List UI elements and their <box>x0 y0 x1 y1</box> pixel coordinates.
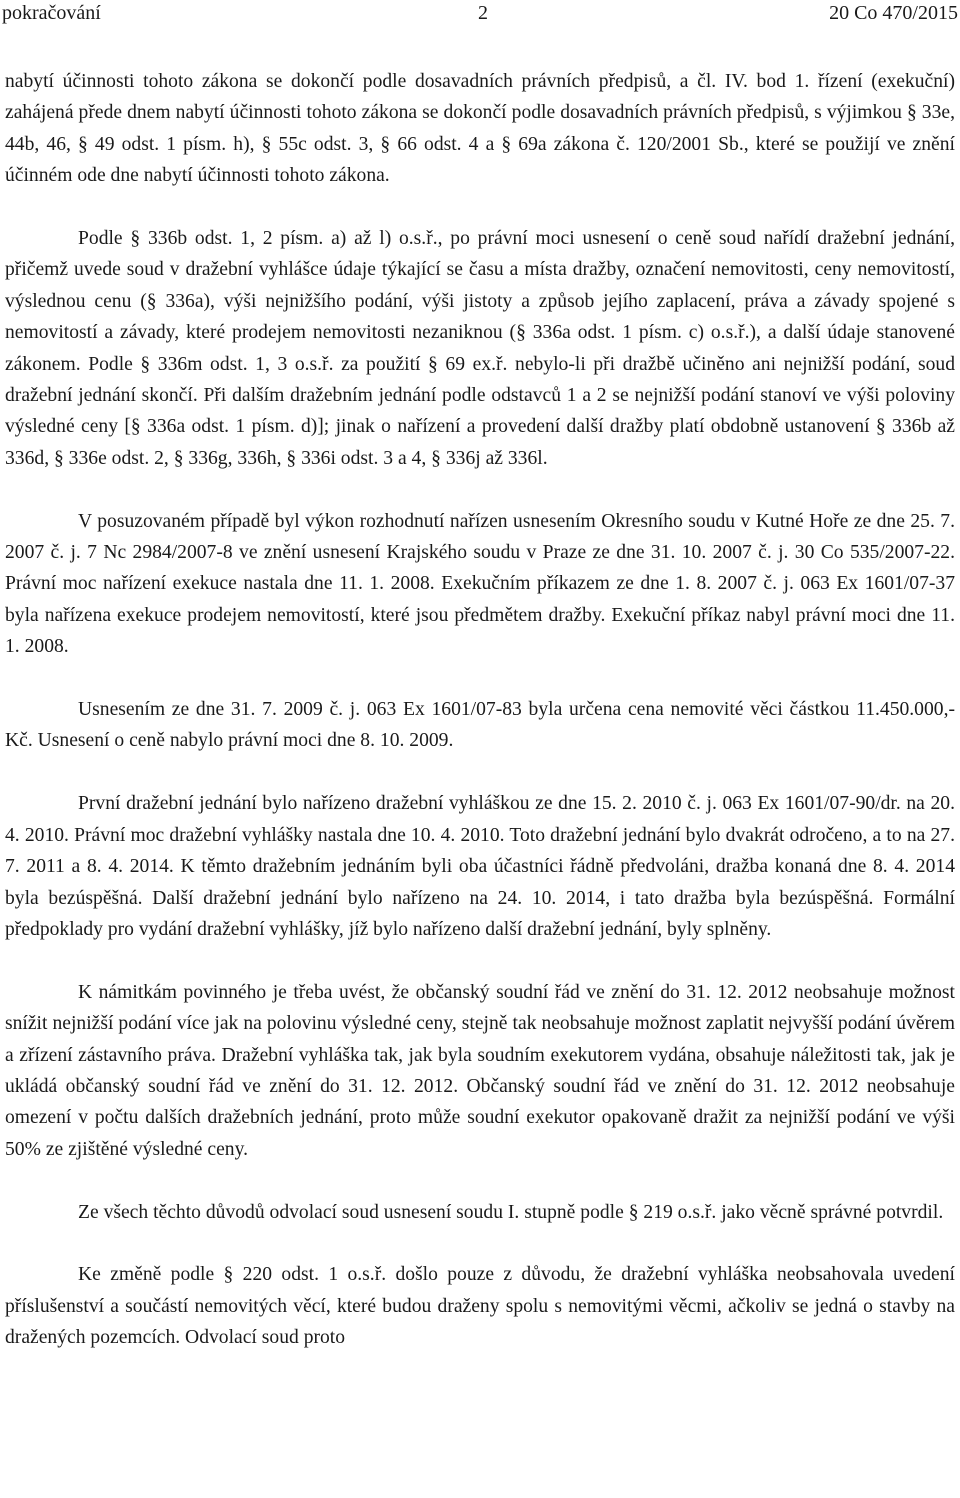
paragraph-auction-history: První dražební jednání bylo nařízeno dražební vyhláškou ze dne 15. 2. 2010 č. j. 063 Ex 1601/07-90/dr. na 20. 4. 2010. Právní moc dražební vyhlášky nastala dne 10. 4. 2010. Toto dražební jednání bylo dvakrát odročeno, a to na 27. 7. 2011 a 8. 4. 2014. K těmto dražebním jednáním byli oba účastníci řádně předvoláni, dražba konaná dne 8. 4. 2014 byla bezúspěšná. Další dražební jednání bylo nařízeno na 24. 10. 2014, i tato dražba byla bezúspěšná. Formální předpoklady pro vydání dražební vyhlášky, jíž bylo nařízeno další dražební jednání, byly splněny. <box>5 793 955 940</box>
page-header <box>0 0 960 26</box>
paragraph-legal-basis: Podle § 336b odst. 1, 2 písm. a) až l) o.s.ř., po právní moci usnesení o ceně soud nařídí dražební jednání, přičemž uvede soud v dražební vyhlášce údaje týkající se času a místa dražby, označení nemovitosti, ceny nemovitostí, výslednou cenu (§ 336a), výši nejnižšího podání, výši jistoty a způsob jejího zaplacení, práva a závady spojené s nemovitostí a závady, které prodejem nemovitosti nezaniknou (§ 336a odst. 1 písm. c) o.s.ř.), a další údaje stanovené zákonem. Podle § 336m odst. 1, 3 o.s.ř. za použití § 69 ex.ř. nebylo-li při dražbě učiněno ani nejnižší podání, soud dražební jednání skončí. Při dalším dražebním jednání podle odstavců 1 a 2 se nejnižší podání stanoví ve výši poloviny výsledné ceny [§ 336a odst. 1 písm. d)]; jinak o nařízení a provedení další dražby platí obdobně ustanovení § 336b až 336d, § 336e odst. 2, § 336g, 336h, § 336i odst. 3 a 4, § 336j až 336l. <box>5 228 955 469</box>
continuation-label: pokračování <box>2 2 101 24</box>
paragraph-enforcement-order: V posuzovaném případě byl výkon rozhodnutí nařízen usnesením Okresního soudu v Kutné Hoře ze dne 25. 7. 2007 č. j. 7 Nc 2984/2007-8 ve znění usnesení Krajského soudu v Praze ze dne 31. 10. 2007 č. j. 30 Co 535/2007-22. Právní moc nařízení exekuce nastala dne 11. 1. 2008. Exekučním příkazem ze dne 1. 8. 2007 č. j. 063 Ex 1601/07-37 byla nařízena exekuce prodejem nemovitostí, které jsou předmětem dražby. Exekuční příkaz nabyl právní moci dne 11. 1. 2008. <box>5 510 955 658</box>
paragraph-conclusion: Ze všech těchto důvodů odvolací soud usnesení soudu I. stupně podle § 219 o.s.ř. jako věcně správné potvrdil. <box>78 1201 944 1223</box>
paragraph-objections: K námitkám povinného je třeba uvést, že občanský soudní řád ve znění do 31. 12. 2012 neobsahuje možnost snížit nejnižší podání více jak na polovinu výsledné ceny, stejně tak neobsahuje možnost zaplatit nejvyšší podání úvěrem a zřízení zástavního práva. Dražební vyhláška tak, jak byla soudním exekutorem vydána, obsahuje náležitosti tak, jak je ukládá občanský soudní řád ve znění do 31. 12. 2012. Občanský soudní řád ve znění do 31. 12. 2012 neobsahuje omezení v počtu dalších dražebních jednání, proto může soudní exekutor opakovaně dražit za nejnižší podání ve výši 50% ze zjištěné výsledné ceny. <box>5 981 955 1160</box>
paragraph-transitional-provisions: nabytí účinnosti tohoto zákona se dokončí podle dosavadních právních předpisů, a čl. IV. bod 1. řízení (exekuční) zahájená přede dnem nabytí účinnosti tohoto zákona se dokončí podle dosavadních právních předpisů, s výjimkou § 33e, 44b, 46, § 49 odst. 1 písm. h), § 55c odst. 3, § 66 odst. 4 a § 69a zákona č. 120/2001 Sb., které se použijí ve znění účinném ode dne nabytí účinnosti tohoto zákona. <box>5 71 955 187</box>
case-number: 20 Co 470/2015 <box>829 2 958 24</box>
document-body <box>5 66 955 1354</box>
page-number: 2 <box>478 2 488 24</box>
paragraph-change-reason: Ke změně podle § 220 odst. 1 o.s.ř. došlo pouze z důvodu, že dražební vyhláška neobsahovala uvedení příslušenství a součástí nemovitých věcí, které budou draženy spolu s nemovitými věcmi, ačkoliv se jedná o stavby na dražených pozemcích. Odvolací soud proto <box>5 1264 955 1349</box>
paragraph-price-resolution: Usnesením ze dne 31. 7. 2009 č. j. 063 Ex 1601/07-83 byla určena cena nemovité věci částkou 11.450.000,- Kč. Usnesení o ceně nabylo právní moci dne 8. 10. 2009. <box>5 699 955 752</box>
